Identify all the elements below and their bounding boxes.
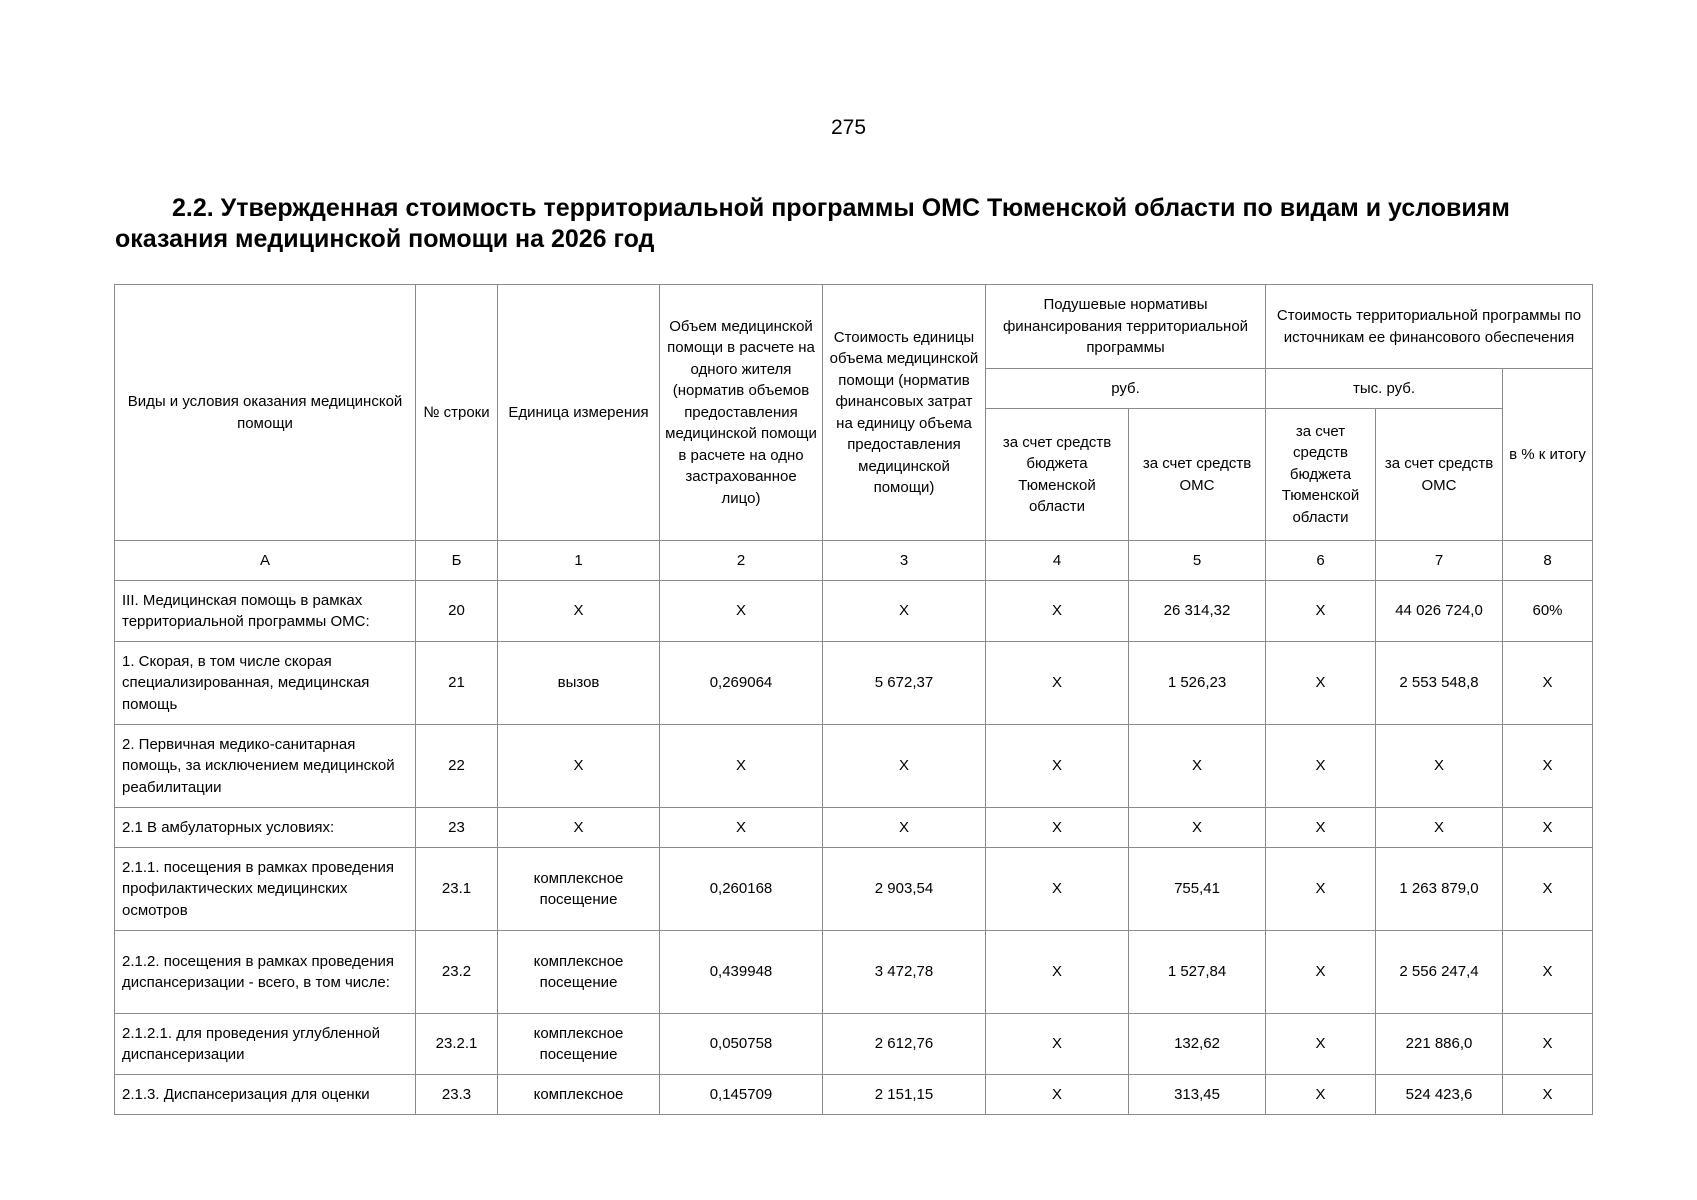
cell-oms-thous: X (1376, 808, 1503, 848)
index-cell: 4 (986, 541, 1129, 581)
cell-oms-rub: 26 314,32 (1129, 581, 1266, 642)
cell-volume: X (660, 725, 823, 808)
cell-oms-thous: 2 556 247,4 (1376, 931, 1503, 1014)
cell-unit-cost: 2 151,15 (823, 1075, 986, 1115)
table-row (115, 642, 1593, 725)
cell-percent: X (1503, 642, 1593, 725)
cell-budget-thous: X (1266, 1014, 1376, 1075)
index-cell: 7 (1376, 541, 1503, 581)
cell-oms-thous: 2 553 548,8 (1376, 642, 1503, 725)
cell-unit-cost: X (823, 581, 986, 642)
cell-percent: X (1503, 1014, 1593, 1075)
index-cell: А (115, 541, 416, 581)
cell-unit: комплексное (498, 1075, 660, 1115)
cell-unit: комплексное посещение (498, 931, 660, 1014)
row-number: 23 (416, 808, 498, 848)
table-row (115, 848, 1593, 931)
row-label: 2.1.2. посещения в рамках проведения диспансеризации - всего, в том числе: (115, 931, 416, 1014)
cell-percent: X (1503, 808, 1593, 848)
header-oms-col5: за счет средств ОМС (1129, 409, 1266, 541)
table-row (115, 581, 1593, 642)
table-row (115, 725, 1593, 808)
header-per-capita: Подушевые нормативы финансирования территориальной программы (986, 285, 1266, 369)
index-cell: 1 (498, 541, 660, 581)
row-label: 2. Первичная медико-санитарная помощь, за исключением медицинской реабилитации (115, 725, 416, 808)
cell-oms-thous: 1 263 879,0 (1376, 848, 1503, 931)
header-row-1 (115, 285, 1593, 369)
cell-oms-rub: 313,45 (1129, 1075, 1266, 1115)
header-row-no: № строки (416, 285, 498, 541)
cell-unit-cost: 5 672,37 (823, 642, 986, 725)
index-cell: Б (416, 541, 498, 581)
cell-percent: X (1503, 848, 1593, 931)
column-index-row (115, 541, 1593, 581)
row-label: 2.1.3. Диспансеризация для оценки (115, 1075, 416, 1115)
row-number: 23.1 (416, 848, 498, 931)
cell-volume: 0,050758 (660, 1014, 823, 1075)
cell-unit: вызов (498, 642, 660, 725)
cell-volume: 0,145709 (660, 1075, 823, 1115)
cell-budget-thous: X (1266, 581, 1376, 642)
row-number: 21 (416, 642, 498, 725)
cell-unit: X (498, 808, 660, 848)
cell-percent: 60% (1503, 581, 1593, 642)
cell-volume: X (660, 808, 823, 848)
cell-budget-rub: X (986, 581, 1129, 642)
row-number: 23.3 (416, 1075, 498, 1115)
row-label: 1. Скорая, в том числе скорая специализированная, медицинская помощь (115, 642, 416, 725)
header-percent: в % к итогу (1503, 369, 1593, 541)
cell-volume: 0,439948 (660, 931, 823, 1014)
header-budget-col4: за счет средств бюджета Тюменской области (986, 409, 1129, 541)
cell-volume: 0,260168 (660, 848, 823, 931)
cell-unit: X (498, 581, 660, 642)
header-types: Виды и условия оказания медицинской помощи (115, 285, 416, 541)
cost-table (114, 284, 1593, 1115)
header-program-cost: Стоимость территориальной программы по источникам ее финансового обеспечения (1266, 285, 1593, 369)
table-row (115, 808, 1593, 848)
cell-budget-thous: X (1266, 1075, 1376, 1115)
cell-budget-thous: X (1266, 848, 1376, 931)
row-label: III. Медицинская помощь в рамках территориальной программы ОМС: (115, 581, 416, 642)
cell-unit-cost: 3 472,78 (823, 931, 986, 1014)
header-budget-col6: за счет средств бюджета Тюменской области (1266, 409, 1376, 541)
index-cell: 6 (1266, 541, 1376, 581)
cell-oms-rub: 1 527,84 (1129, 931, 1266, 1014)
cell-budget-rub: X (986, 931, 1129, 1014)
index-cell: 2 (660, 541, 823, 581)
cell-unit-cost: X (823, 808, 986, 848)
cell-unit: комплексное посещение (498, 848, 660, 931)
cell-budget-thous: X (1266, 808, 1376, 848)
cell-budget-rub: X (986, 725, 1129, 808)
cell-oms-thous: 44 026 724,0 (1376, 581, 1503, 642)
cell-budget-rub: X (986, 1014, 1129, 1075)
row-number: 22 (416, 725, 498, 808)
cell-percent: X (1503, 1075, 1593, 1115)
cell-unit-cost: 2 612,76 (823, 1014, 986, 1075)
cell-budget-thous: X (1266, 931, 1376, 1014)
cell-unit-cost: X (823, 725, 986, 808)
page-number: 275 (830, 116, 867, 139)
header-unit-cost: Стоимость единицы объема медицинской помощи (норматив финансовых затрат на единицу объема предоставления медицинской помощи) (823, 285, 986, 541)
cell-budget-rub: X (986, 848, 1129, 931)
cell-volume: X (660, 581, 823, 642)
header-volume: Объем медицинской помощи в расчете на одного жителя (норматив объемов предоставления медицинской помощи в расчете на одно застрахованное лицо) (660, 285, 823, 541)
header-oms-col7: за счет средств ОМС (1376, 409, 1503, 541)
index-cell: 8 (1503, 541, 1593, 581)
cell-oms-rub: 755,41 (1129, 848, 1266, 931)
table-row (115, 1014, 1593, 1075)
cell-unit: комплексное посещение (498, 1014, 660, 1075)
cell-budget-rub: X (986, 1075, 1129, 1115)
header-unit: Единица измерения (498, 285, 660, 541)
row-label: 2.1.1. посещения в рамках проведения профилактических медицинских осмотров (115, 848, 416, 931)
row-label: 2.1.2.1. для проведения углубленной диспансеризации (115, 1014, 416, 1075)
cell-oms-thous: 524 423,6 (1376, 1075, 1503, 1115)
document-title: 2.2. Утвержденная стоимость территориальной программы ОМС Тюменской области по видам и условиям оказания медицинской помощи на 2026 год (115, 194, 1510, 253)
cell-budget-rub: X (986, 642, 1129, 725)
cell-percent: X (1503, 931, 1593, 1014)
index-cell: 3 (823, 541, 986, 581)
cell-oms-thous: 221 886,0 (1376, 1014, 1503, 1075)
header-rub: руб. (986, 369, 1266, 409)
row-number: 20 (416, 581, 498, 642)
index-cell: 5 (1129, 541, 1266, 581)
cell-oms-thous: X (1376, 725, 1503, 808)
row-label: 2.1 В амбулаторных условиях: (115, 808, 416, 848)
cell-oms-rub: X (1129, 725, 1266, 808)
cell-budget-rub: X (986, 808, 1129, 848)
row-number: 23.2.1 (416, 1014, 498, 1075)
row-number: 23.2 (416, 931, 498, 1014)
cell-unit: X (498, 725, 660, 808)
cell-oms-rub: 132,62 (1129, 1014, 1266, 1075)
cell-volume: 0,269064 (660, 642, 823, 725)
header-thous-rub: тыс. руб. (1266, 369, 1503, 409)
cell-unit-cost: 2 903,54 (823, 848, 986, 931)
cell-budget-thous: X (1266, 725, 1376, 808)
table-row (115, 1075, 1593, 1115)
cell-oms-rub: 1 526,23 (1129, 642, 1266, 725)
cell-budget-thous: X (1266, 642, 1376, 725)
cell-percent: X (1503, 725, 1593, 808)
cell-oms-rub: X (1129, 808, 1266, 848)
table-row (115, 931, 1593, 1014)
